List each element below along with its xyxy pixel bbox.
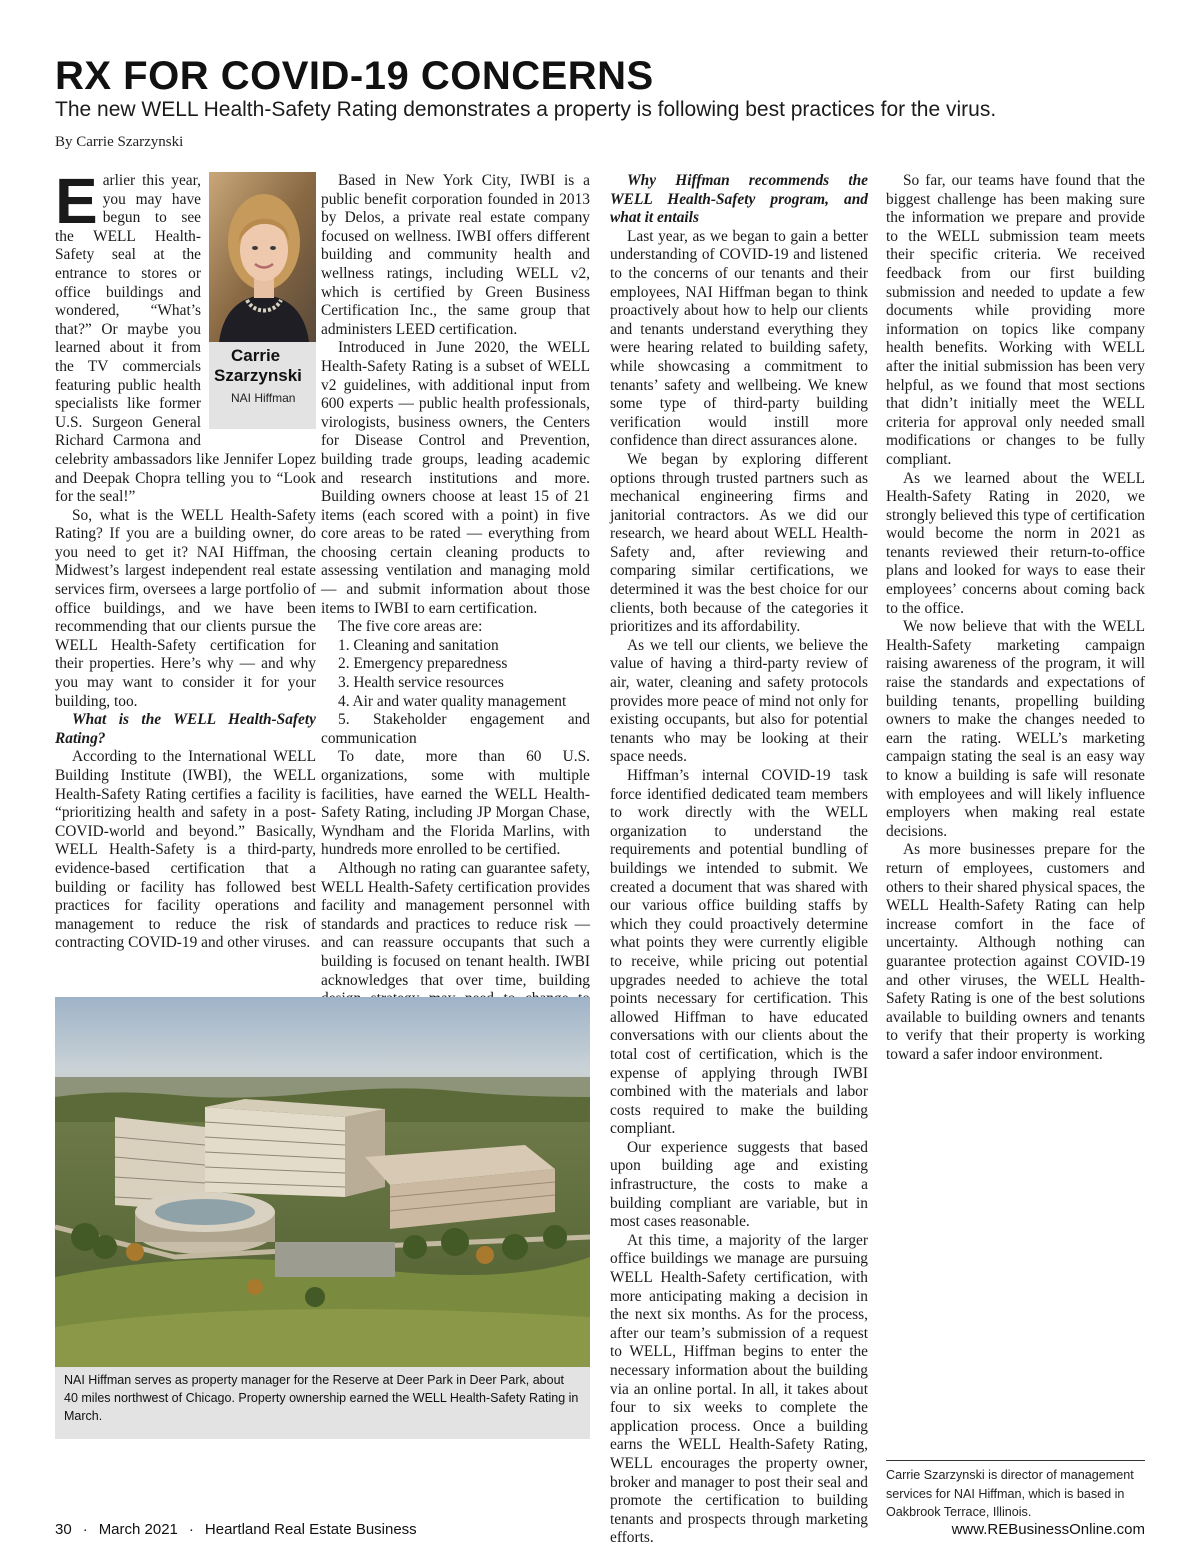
article-paragraph: We now believe that with the WELL Health-Safety marketing campaign raising awareness of the program, it will raise the standards and expectations of building tenants, propelling building owners to make the changes needed to earn the rating. WELL’s marketing campaign stating the seal is an easy way to know a building is safe will resonate with employees and will likely influence employers when making real estate decisions. <box>886 618 1145 840</box>
issue-date: March 2021 <box>98 1521 178 1538</box>
author-name: Carrie Szarzynski <box>214 346 302 385</box>
footer-separator: · <box>188 1521 194 1538</box>
article-paragraph: We began by exploring different options through trusted partners such as mechanical engineering firms and janitorial contractors. As we did our research, we heard about WELL Health-Safety and, after reviewing and comparing similar certifications, we determined it was the best choice for our clients, both because of the categories it prioritizes and its affordability. <box>610 450 868 636</box>
article-paragraph: As we tell our clients, we believe the value of having a third-party review of air, water, cleaning and safety protocols provides more peace of mind not only for existing occupants, but also for potential tenants who may be looking at their space needs. <box>610 636 868 766</box>
article-paragraph: So, what is the WELL Health-Safety Rating? If you are a building owner, do you need to get it? NAI Hiffman, the Midwest’s largest independent real estate services firm, oversees a large portfolio of office buildings, and we have been recommending that our clients pursue the WELL Health-Safety certification for their properties. Here’s why — and why you may want to consider it for your building, too. <box>55 506 316 710</box>
author-company: NAI Hiffman <box>231 391 296 405</box>
article-paragraph: Based in New York City, IWBI is a public benefit corporation founded in 2013 by Delos, a private real estate company focused on wellness. IWBI offers different building and community health and wellness ratings, including WELL v2, which is certified by Green Business Certification Inc., the same group that administers LEED certification. <box>321 172 590 338</box>
footer-separator: · <box>82 1521 88 1538</box>
article-paragraph: Hiffman’s internal COVID-19 task force identified dedicated team members to work directly with the WELL organization to understand the requirements and potential bundling of buildings we intended to submit. We created a document that was shared with our various office building staffs by which they could proactively determine what points they were currently eligible to receive, while pricing out potential upgrades needed to achieve the total points necessary for certification. This allowed Hiffman to have educated conversations with our clients about the total cost of certification, which is the expense of applying through IWBI combined with the materials and labor costs required to make the building compliant. <box>610 767 868 1138</box>
list-item: 1. Cleaning and sanitation <box>338 636 499 654</box>
list-item: 4. Air and water quality management <box>338 692 567 710</box>
article-paragraph: Although no rating can guarantee safety, WELL Health-Safety certification provides facility and management personnel with standards and practices to reduce risk — and can reassure occupants that such a building is focused on tenant health. IWBI acknowledges that over time, building <box>321 859 590 989</box>
drop-cap: E <box>55 165 98 237</box>
author-photo <box>209 172 316 342</box>
article-paragraph: At this time, a majority of the larger office buildings we manage are pursuing WELL Health-Safety certification, with more anticipating making a decision in the next six months. As for the process, after our team’s submission of a request to WELL, Hiffman begins to enter the necessary information about the building via an online portal. In all, it takes about four to six weeks to complete the application process. Once a building earns the WELL Health-Safety Rating, WELL encourages the property owner, broker and manager to post their seal and promote the certification to building tenants and prospects through marketing efforts. <box>610 1231 868 1547</box>
photo-block <box>55 997 590 1439</box>
article-column-3 <box>610 172 868 1547</box>
author-bio: Carrie Szarzynski is director of management services for NAI Hiffman, which is based in Oakbrook Terrace, Illinois. <box>886 1468 1134 1519</box>
page-footer <box>55 1521 417 1538</box>
article-paragraph: According to the International WELL Building Institute (IWBI), the WELL Health-Safety Rating certifies a facility is “prioritizing health and safety in a post-COVID-world and beyond.” Basically, WELL Health-Safety is a third-party, evidence-based certification that a building or facility has followed best practices for facility operations and management to reduce the risk of contracting COVID-19 and other viruses. <box>55 748 316 952</box>
section-subhead: What is the WELL Health-Safety Rating? <box>55 711 316 747</box>
article-paragraph: As we learned about the WELL Health-Safety Rating in 2020, we strongly believed this type of certification would become the norm in 2021 as tenants reviewed their return-to-office plans and looked for ways to ease their employees’ concerns about coming back to the office. <box>886 469 1145 617</box>
byline: By Carrie Szarzynski <box>55 134 184 150</box>
article-paragraph: So far, our teams have found that the biggest challenge has been making sure the information we prepare and provide to the WELL submission team meets their specific criteria. We received feedback from our first building submission and needed to update a few documents while providing more information on topics like company health benefits. Working with WELL after the initial submission has been very helpful, as we found that most sections that didn’t initially meet the WELL criteria for approval only needed small modifications or changes to be fully compliant. <box>886 172 1145 468</box>
page-number: 30 <box>55 1521 72 1538</box>
article-column-1 <box>55 165 316 953</box>
website-link[interactable]: www.REBusinessOnline.com <box>951 1521 1145 1538</box>
article-paragraph: Introduced in June 2020, the WELL Health-Safety Rating is a subset of WELL v2 guidelines, with additional input from 600 experts — public health professionals, virologists, business owners, the Centers for Disease Control and Prevention, building trade groups, leading academic and research institutions and more. Building owners choose at least 15 of 21 items (each scored with a point) in five core areas to be rated — everything from choosing certain cleaning products to assessing ventilation and managing mold — and submit information about those items to IWBI to earn certification. <box>321 339 590 617</box>
deck: The new WELL Health-Safety Rating demonstrates a property is following best practices for the virus. <box>55 98 997 121</box>
list-item: 3. Health service resources <box>338 674 504 692</box>
article-column-4 <box>886 172 1145 1065</box>
article-paragraph: To date, more than 60 U.S. organizations, some with multiple facilities, have earned the WELL Health-Safety Rating, including JP Morgan Chase, Wyndham and the Florida Marlins, with hundreds more enrolled to be certified. <box>321 748 590 859</box>
headline: RX FOR COVID-19 CONCERNS <box>55 54 654 98</box>
section-subhead: Why Hiffman recommends the WELL Health-Safety program, and what it entails <box>610 172 868 227</box>
list-item: 2. Emergency preparedness <box>338 655 508 673</box>
list-intro: The five core areas are: <box>338 618 483 636</box>
list-item: 5. Stakeholder engagement and communication <box>321 711 590 747</box>
article-paragraph: Earlier this year, you may have begun to see the WELL Health-Safety seal at the entrance to stores or office buildings and wondered, “What’s that?” Or maybe you learned about it from the TV commercials featuring public health specialists like former U.S. Surgeon General Richard Carmona and celebrity ambassadors like Jennifer Lopez and Deepak Chopra telling you to “Look for the seal!” <box>55 165 316 506</box>
author-box <box>209 172 316 429</box>
photo-caption: NAI Hiffman serves as property manager for the Reserve at Deer Park in Deer Park, about 40 miles northwest of Chicago. Property ownership earned the WELL Health-Safety Rating in March. <box>64 1373 579 1423</box>
article-column-2 <box>321 172 590 1065</box>
article-paragraph: Last year, as we began to gain a better understanding of COVID-19 and listened to the concerns of our tenants and their employees, NAI Hiffman began to think proactively about how to help our clients and tenants understand everything they were hearing related to building safety, while showcasing a commitment to tenants’ safety and wellbeing. We knew some type of third-party building verification would instill more confidence than direct assurances alone. <box>610 227 868 450</box>
bio-divider <box>886 1460 1145 1461</box>
article-paragraph: As more businesses prepare for the return of employees, customers and others to their shared physical spaces, the WELL Health-Safety Rating can help increase comfort in the face of uncertainty. Although nothing can guarantee protection against COVID-19 and other viruses, the WELL Health-Safety Rating is one of the best solutions available to building owners and tenants to verify that their property is working toward a safer indoor environment. <box>886 841 1145 1063</box>
building-aerial-photo <box>55 997 590 1367</box>
article-paragraph: Our experience suggests that based upon building age and existing infrastructure, the costs to make a building compliant are variable, but in most cases reasonable. <box>610 1138 868 1231</box>
publication-name: Heartland Real Estate Business <box>204 1521 417 1538</box>
